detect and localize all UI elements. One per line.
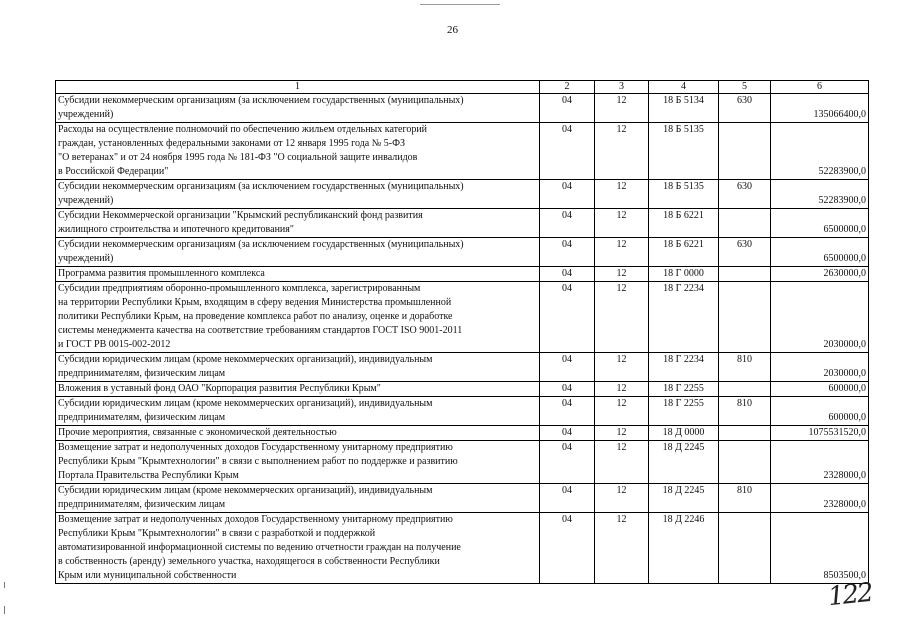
budget-table	[55, 80, 869, 584]
header-cell: 3	[595, 81, 649, 94]
expense-name-cell	[56, 209, 540, 238]
amount-cell: 6500000,0	[771, 238, 869, 267]
subsection-code-cell: 12	[595, 382, 649, 397]
target-article-cell: 18 Б 6221	[649, 209, 719, 238]
subsection-code-cell: 12	[595, 426, 649, 441]
expense-name-line: предпринимателям, физическим лицам	[58, 368, 226, 379]
expense-name-line: автоматизированной информационной системы по ведению отчетности граждан на получение	[58, 542, 461, 553]
expense-name-line: Субсидии юридическим лицам (кроме некоммерческих организаций), индивидуальным	[58, 485, 433, 496]
table-row	[56, 282, 869, 353]
expense-type-cell	[719, 282, 771, 353]
margin-mark	[4, 606, 5, 614]
table-body	[56, 94, 869, 584]
amount-cell: 2328000,0	[771, 441, 869, 484]
expense-name-line: в собственность (аренду) земельного участка, находящегося в собственности Республики	[58, 556, 440, 567]
table-row	[56, 180, 869, 209]
subsection-code-cell: 12	[595, 180, 649, 209]
amount-cell: 135066400,0	[771, 94, 869, 123]
header-cell: 6	[771, 81, 869, 94]
target-article-cell: 18 Г 2234	[649, 282, 719, 353]
expense-name-line: предпринимателям, физическим лицам	[58, 499, 226, 510]
expense-type-cell: 810	[719, 397, 771, 426]
section-code-cell: 04	[540, 513, 595, 584]
table-row	[56, 382, 869, 397]
section-code-cell: 04	[540, 180, 595, 209]
table-row	[56, 209, 869, 238]
expense-name-line: Субсидии некоммерческим организациям (за исключением государственных (муниципальных)	[58, 181, 464, 192]
expense-name-line: предпринимателям, физическим лицам	[58, 412, 226, 423]
expense-type-cell	[719, 513, 771, 584]
section-code-cell: 04	[540, 426, 595, 441]
expense-name-cell	[56, 484, 540, 513]
target-article-cell: 18 Б 5135	[649, 180, 719, 209]
subsection-code-cell: 12	[595, 353, 649, 382]
expense-type-cell: 810	[719, 484, 771, 513]
expense-name-line: Крым или муниципальной собственности	[58, 570, 237, 581]
expense-name-line: Прочие мероприятия, связанные с экономической деятельностью	[58, 427, 337, 438]
section-code-cell: 04	[540, 209, 595, 238]
expense-name-line: и ГОСТ РВ 0015-002-2012	[58, 339, 171, 350]
page-number: 26	[447, 24, 458, 36]
subsection-code-cell: 12	[595, 484, 649, 513]
expense-type-cell: 810	[719, 353, 771, 382]
target-article-cell: 18 Б 5135	[649, 123, 719, 180]
amount-cell: 1075531520,0	[771, 426, 869, 441]
expense-name-cell	[56, 267, 540, 282]
expense-name-line: Субсидии юридическим лицам (кроме некоммерческих организаций), индивидуальным	[58, 398, 433, 409]
table-row	[56, 123, 869, 180]
expense-name-line: в Российской Федерации"	[58, 166, 169, 177]
table-row	[56, 513, 869, 584]
expense-name-line: Субсидии Некоммерческой организации "Крымский республиканский фонд развития	[58, 210, 423, 221]
subsection-code-cell: 12	[595, 238, 649, 267]
expense-name-cell	[56, 426, 540, 441]
expense-name-cell	[56, 441, 540, 484]
expense-name-line: Портала Правительства Республики Крым	[58, 470, 239, 481]
header-cell: 5	[719, 81, 771, 94]
table-row	[56, 267, 869, 282]
amount-cell: 600000,0	[771, 382, 869, 397]
section-code-cell: 04	[540, 267, 595, 282]
margin-mark	[4, 582, 5, 588]
header-cell: 1	[56, 81, 540, 94]
expense-name-cell	[56, 94, 540, 123]
table-row	[56, 484, 869, 513]
table-row	[56, 441, 869, 484]
expense-type-cell	[719, 382, 771, 397]
table-header-row	[56, 81, 869, 94]
expense-name-line: Расходы на осуществление полномочий по обеспечению жильем отдельных категорий	[58, 124, 428, 135]
expense-name-line: Программа развития промышленного комплекса	[58, 268, 265, 279]
target-article-cell: 18 Д 0000	[649, 426, 719, 441]
section-code-cell: 04	[540, 382, 595, 397]
target-article-cell: 18 Д 2245	[649, 484, 719, 513]
expense-name-line: "О ветеранах" и от 24 ноября 1995 года № 181-ФЗ "О социальной защите инвалидов	[58, 152, 418, 163]
expense-name-line: Субсидии некоммерческим организациям (за исключением государственных (муниципальных)	[58, 95, 464, 106]
amount-cell: 2630000,0	[771, 267, 869, 282]
amount-cell: 2328000,0	[771, 484, 869, 513]
expense-type-cell	[719, 426, 771, 441]
table-row	[56, 238, 869, 267]
expense-type-cell: 630	[719, 238, 771, 267]
amount-cell: 600000,0	[771, 397, 869, 426]
section-code-cell: 04	[540, 353, 595, 382]
expense-type-cell	[719, 123, 771, 180]
amount-cell: 2030000,0	[771, 353, 869, 382]
amount-cell: 52283900,0	[771, 180, 869, 209]
table-row	[56, 94, 869, 123]
expense-name-line: Субсидии юридическим лицам (кроме некоммерческих организаций), индивидуальным	[58, 354, 433, 365]
expense-name-line: Вложения в уставный фонд ОАО "Корпорация развития Республики Крым"	[58, 383, 381, 394]
section-code-cell: 04	[540, 94, 595, 123]
expense-name-line: Субсидии предприятиям оборонно-промышленного комплекса, зарегистрированным	[58, 283, 421, 294]
expense-type-cell: 630	[719, 94, 771, 123]
section-code-cell: 04	[540, 441, 595, 484]
target-article-cell: 18 Г 2234	[649, 353, 719, 382]
expense-name-line: учреждений)	[58, 109, 114, 120]
subsection-code-cell: 12	[595, 513, 649, 584]
target-article-cell: 18 Г 2255	[649, 397, 719, 426]
expense-name-cell	[56, 382, 540, 397]
target-article-cell: 18 Г 2255	[649, 382, 719, 397]
subsection-code-cell: 12	[595, 441, 649, 484]
table-row	[56, 397, 869, 426]
amount-cell: 8503500,0	[771, 513, 869, 584]
expense-name-line: Возмещение затрат и недополученных доходов Государственному унитарному предприятию	[58, 514, 453, 525]
section-code-cell: 04	[540, 123, 595, 180]
expense-name-line: на территории Республики Крым, входящим в сферу ведения Министерства промышленной	[58, 297, 452, 308]
amount-cell: 52283900,0	[771, 123, 869, 180]
target-article-cell: 18 Д 2245	[649, 441, 719, 484]
expense-name-line: Республики Крым "Крымтехнологии" в связи с разработкой и поддержкой	[58, 528, 376, 539]
subsection-code-cell: 12	[595, 267, 649, 282]
expense-name-line: политики Республики Крым, на проведение комплекса работ по анализу, оценке и доработке	[58, 311, 453, 322]
handwritten-page-signature: 122	[826, 577, 874, 613]
amount-cell: 2030000,0	[771, 282, 869, 353]
expense-name-line: Возмещение затрат и недополученных доходов Государственному унитарному предприятию	[58, 442, 453, 453]
expense-type-cell	[719, 441, 771, 484]
expense-name-line: учреждений)	[58, 253, 114, 264]
expense-name-line: Субсидии некоммерческим организациям (за исключением государственных (муниципальных)	[58, 239, 464, 250]
target-article-cell: 18 Г 0000	[649, 267, 719, 282]
amount-cell: 6500000,0	[771, 209, 869, 238]
expense-name-cell	[56, 353, 540, 382]
section-code-cell: 04	[540, 484, 595, 513]
expense-name-cell	[56, 180, 540, 209]
target-article-cell: 18 Д 2246	[649, 513, 719, 584]
expense-name-cell	[56, 238, 540, 267]
expense-name-line: Республики Крым "Крымтехнологии" в связи с выполнением работ по поддержке и развитию	[58, 456, 458, 467]
section-code-cell: 04	[540, 282, 595, 353]
subsection-code-cell: 12	[595, 94, 649, 123]
expense-name-line: граждан, установленных федеральными законами от 12 января 1995 года № 5-ФЗ	[58, 138, 406, 149]
expense-name-line: жилищного строительства и ипотечного кредитования"	[58, 224, 294, 235]
subsection-code-cell: 12	[595, 209, 649, 238]
header-cell: 2	[540, 81, 595, 94]
expense-type-cell: 630	[719, 180, 771, 209]
subsection-code-cell: 12	[595, 397, 649, 426]
subsection-code-cell: 12	[595, 282, 649, 353]
expense-name-line: учреждений)	[58, 195, 114, 206]
expense-name-cell	[56, 513, 540, 584]
section-code-cell: 04	[540, 397, 595, 426]
target-article-cell: 18 Б 5134	[649, 94, 719, 123]
expense-name-cell	[56, 123, 540, 180]
expense-type-cell	[719, 209, 771, 238]
table-row	[56, 353, 869, 382]
section-code-cell: 04	[540, 238, 595, 267]
target-article-cell: 18 Б 6221	[649, 238, 719, 267]
header-cell: 4	[649, 81, 719, 94]
subsection-code-cell: 12	[595, 123, 649, 180]
table-row	[56, 426, 869, 441]
top-rule	[420, 4, 500, 5]
expense-name-cell	[56, 282, 540, 353]
expense-name-cell	[56, 397, 540, 426]
expense-name-line: системы менеджмента качества на соответствие требованиям стандартов ГОСТ ISO 9001-2011	[58, 325, 463, 336]
expense-type-cell	[719, 267, 771, 282]
